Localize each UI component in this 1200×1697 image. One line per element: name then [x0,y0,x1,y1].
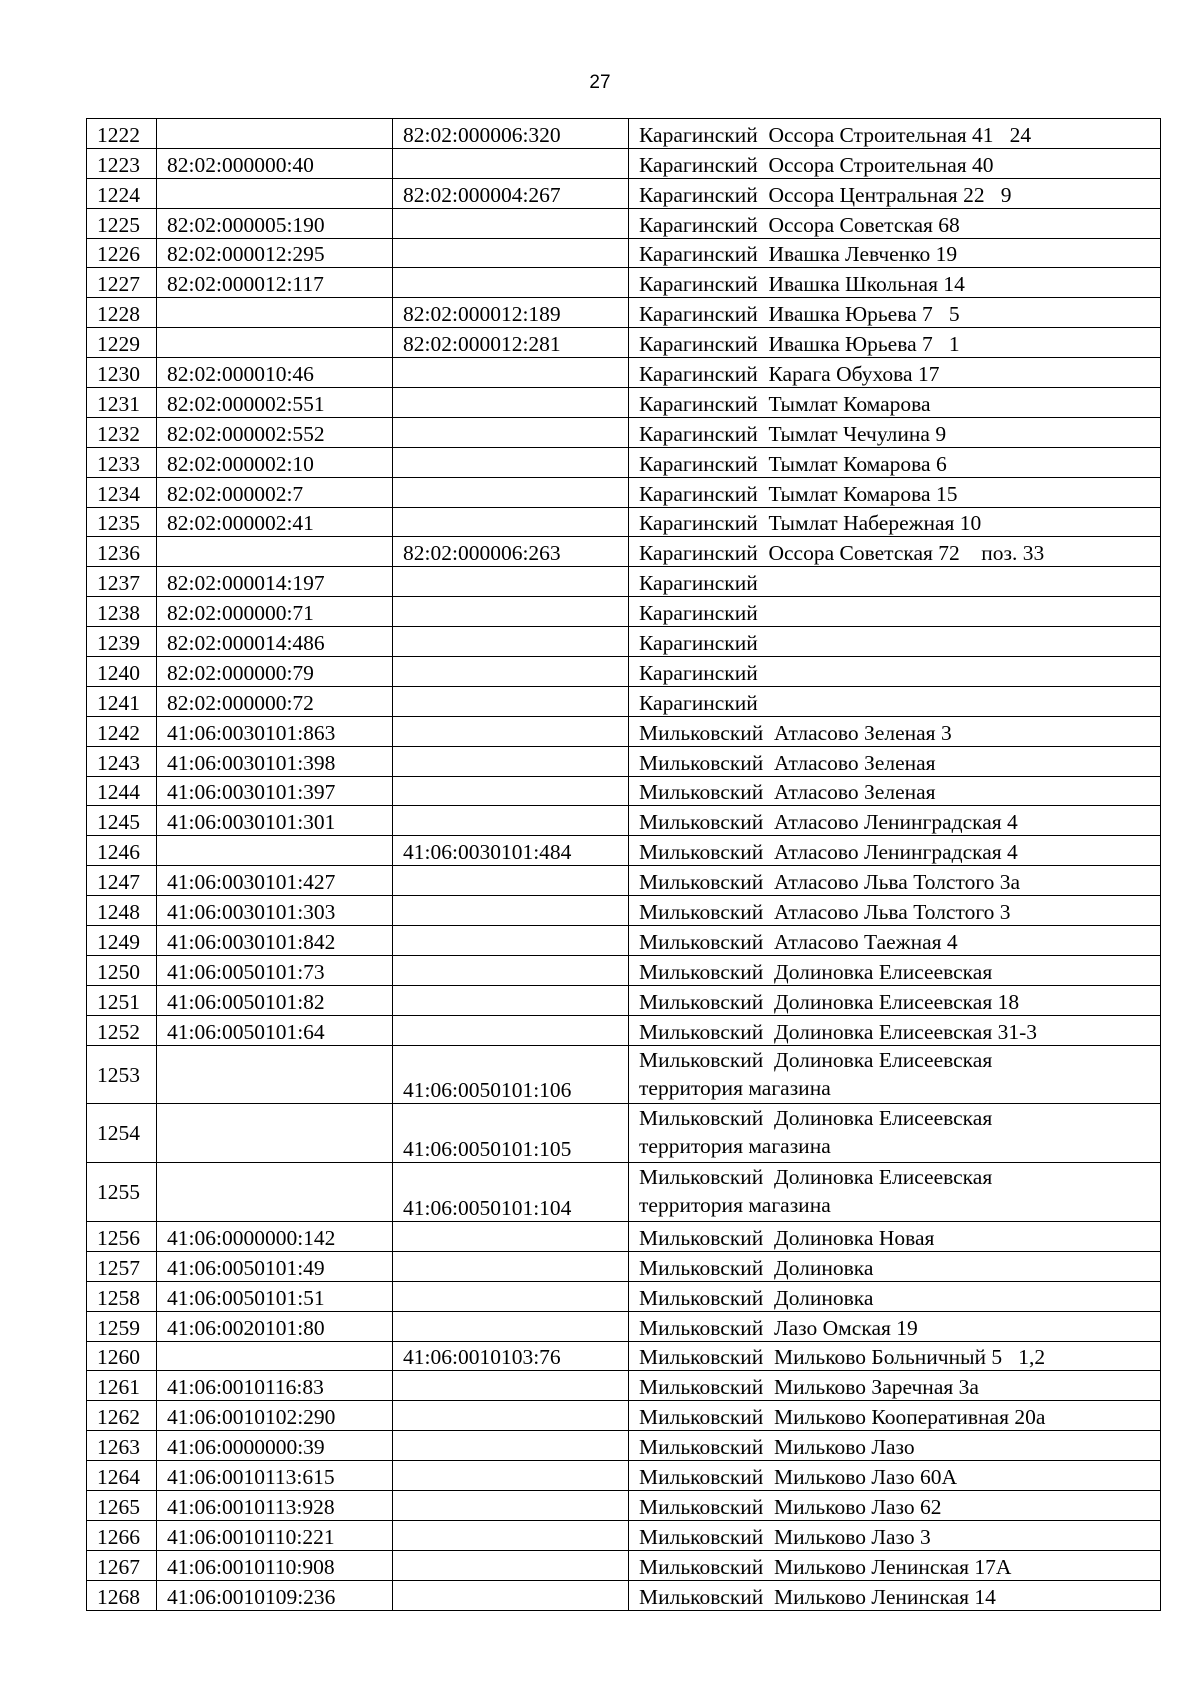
cadastral-number-cell: 82:02:000012:117 [157,268,393,298]
cadastral-number-cell: 82:02:000000:71 [157,597,393,627]
address-cell [629,896,1161,926]
table-row [87,537,1161,567]
table-row [87,926,1161,956]
cadastral-number-cell [157,1045,393,1104]
cadastral-number-cell [157,298,393,328]
row-number-cell: 1251 [87,985,157,1015]
cadastral-number-cell: 41:06:0050101:73 [157,955,393,985]
cadastral-number-cell: 41:06:0030101:863 [157,716,393,746]
cadastral-number-cell: 41:06:0050101:51 [157,1281,393,1311]
address-line: Мильковский Мильково Лазо [639,1435,915,1460]
cadastral-number-alt-cell [393,148,629,178]
cadastral-number-cell: 82:02:000014:197 [157,567,393,597]
table-row [87,1311,1161,1341]
table-row [87,776,1161,806]
table-row [87,298,1161,328]
row-number-cell: 1259 [87,1311,157,1341]
table-row [87,238,1161,268]
cadastral-number-cell: 41:06:0030101:398 [157,746,393,776]
cadastral-number-alt-cell: 41:06:0050101:105 [393,1104,629,1163]
cadastral-number-cell [157,1341,393,1371]
table-row [87,1222,1161,1252]
address-line: территория магазина [639,1075,831,1100]
cadastral-number-cell [157,119,393,149]
row-number-cell: 1240 [87,657,157,687]
row-number-cell: 1262 [87,1401,157,1431]
address-cell [629,537,1161,567]
address-cell [629,268,1161,298]
table-row [87,1281,1161,1311]
address-line: Карагинский Ивашка Юрьева 7 1 [639,332,960,357]
row-number-cell: 1248 [87,896,157,926]
row-number-cell: 1253 [87,1045,157,1104]
cadastral-number-alt-cell [393,955,629,985]
cadastral-number-cell: 41:06:0000000:142 [157,1222,393,1252]
address-cell [629,1371,1161,1401]
address-cell [629,238,1161,268]
row-number-cell: 1224 [87,178,157,208]
address-cell [629,507,1161,537]
address-line: Карагинский [639,571,758,596]
cadastral-number-cell: 41:06:0020101:80 [157,1311,393,1341]
cadastral-number-alt-cell [393,746,629,776]
address-line: Мильковский Мильково Ленинская 14 [639,1584,996,1609]
registry-table [86,118,1161,1611]
address-cell [629,1550,1161,1580]
address-line: Карагинский Оссора Советская 72 поз. 33 [639,541,1045,566]
address-cell [629,328,1161,358]
cadastral-number-cell: 82:02:000010:46 [157,358,393,388]
row-number-cell: 1233 [87,447,157,477]
address-line: Карагинский Тымлат Комарова [639,391,931,416]
row-number-cell: 1249 [87,926,157,956]
table-row [87,148,1161,178]
cadastral-number-cell [157,178,393,208]
cadastral-number-alt-cell [393,1371,629,1401]
address-cell [629,119,1161,149]
row-number-cell: 1245 [87,806,157,836]
table-row [87,447,1161,477]
cadastral-number-alt-cell [393,1520,629,1550]
address-line: Карагинский Ивашка Школьная 14 [639,272,965,297]
cadastral-number-cell: 41:06:0030101:301 [157,806,393,836]
table-row [87,836,1161,866]
address-line: Карагинский Тымлат Чечулина 9 [639,421,947,446]
cadastral-number-alt-cell [393,597,629,627]
address-line: Карагинский [639,601,758,626]
address-cell [629,1045,1161,1104]
row-number-cell: 1263 [87,1431,157,1461]
cadastral-number-alt-cell [393,776,629,806]
table-row [87,388,1161,418]
page-number: 27 [589,72,611,93]
cadastral-number-alt-cell [393,1580,629,1610]
address-line: Мильковский Долиновка Елисеевская 18 [639,989,1020,1014]
cadastral-number-alt-cell [393,1222,629,1252]
address-cell [629,1401,1161,1431]
table-row [87,328,1161,358]
cadastral-number-cell: 82:02:000002:41 [157,507,393,537]
address-line: Мильковский Долиновка [639,1255,874,1280]
address-line: Мильковский Мильково Больничный 5 1,2 [639,1345,1046,1370]
address-cell [629,298,1161,328]
cadastral-number-cell: 41:06:0000000:39 [157,1431,393,1461]
address-line: Мильковский Долиновка Елисеевская [639,1165,993,1190]
cadastral-number-alt-cell [393,926,629,956]
cadastral-number-cell [157,328,393,358]
cadastral-number-alt-cell [393,1550,629,1580]
address-cell [629,1311,1161,1341]
row-number-cell: 1231 [87,388,157,418]
cadastral-number-alt-cell [393,417,629,447]
cadastral-number-alt-cell: 41:06:0010103:76 [393,1341,629,1371]
table-row [87,1163,1161,1222]
address-cell [629,627,1161,657]
cadastral-number-alt-cell: 82:02:000006:263 [393,537,629,567]
address-line: Мильковский Мильково Ленинская 17А [639,1554,1012,1579]
cadastral-number-cell: 41:06:0030101:842 [157,926,393,956]
address-cell [629,477,1161,507]
address-cell [629,597,1161,627]
table-row [87,1520,1161,1550]
address-cell [629,776,1161,806]
table-row [87,208,1161,238]
table-row [87,896,1161,926]
cadastral-number-cell: 82:02:000002:551 [157,388,393,418]
address-line: Мильковский Атласово Ленинградская 4 [639,840,1018,865]
address-cell [629,1015,1161,1045]
row-number-cell: 1230 [87,358,157,388]
address-cell [629,1491,1161,1521]
table-row [87,627,1161,657]
cadastral-number-alt-cell [393,1281,629,1311]
cadastral-number-alt-cell [393,716,629,746]
address-cell [629,1251,1161,1281]
address-cell [629,567,1161,597]
cadastral-number-cell: 41:06:0010102:290 [157,1401,393,1431]
address-cell [629,447,1161,477]
cadastral-number-alt-cell [393,388,629,418]
row-number-cell: 1266 [87,1520,157,1550]
address-line: Карагинский [639,660,758,685]
table-row [87,1341,1161,1371]
address-cell [629,1222,1161,1252]
address-line: Мильковский Атласово Зеленая [639,780,936,805]
row-number-cell: 1235 [87,507,157,537]
cadastral-number-cell [157,1104,393,1163]
cadastral-number-alt-cell [393,238,629,268]
cadastral-number-cell: 41:06:0010116:83 [157,1371,393,1401]
address-line: Мильковский Долиновка [639,1285,874,1310]
address-cell [629,657,1161,687]
table-row [87,1431,1161,1461]
row-number-cell: 1238 [87,597,157,627]
row-number-cell: 1244 [87,776,157,806]
cadastral-number-alt-cell [393,507,629,537]
address-cell [629,836,1161,866]
row-number-cell: 1264 [87,1461,157,1491]
row-number-cell: 1234 [87,477,157,507]
address-line: Карагинский Оссора Советская 68 [639,212,960,237]
address-line: Мильковский Мильково Лазо 62 [639,1494,942,1519]
cadastral-number-alt-cell [393,1251,629,1281]
address-line: Мильковский Долиновка Елисеевская [639,1047,993,1072]
address-cell [629,1580,1161,1610]
table-row [87,477,1161,507]
address-line: Мильковский Атласово Таежная 4 [639,929,958,954]
row-number-cell: 1228 [87,298,157,328]
cadastral-number-alt-cell [393,1431,629,1461]
address-cell [629,806,1161,836]
row-number-cell: 1250 [87,955,157,985]
row-number-cell: 1229 [87,328,157,358]
cadastral-number-alt-cell [393,686,629,716]
address-cell [629,955,1161,985]
row-number-cell: 1260 [87,1341,157,1371]
table-row [87,1580,1161,1610]
address-line: Мильковский Атласово Ленинградская 4 [639,810,1018,835]
cadastral-number-alt-cell [393,896,629,926]
cadastral-number-cell: 41:06:0050101:64 [157,1015,393,1045]
address-line: Карагинский [639,690,758,715]
table-row [87,955,1161,985]
cadastral-number-alt-cell [393,358,629,388]
cadastral-number-alt-cell [393,477,629,507]
table-row [87,567,1161,597]
cadastral-number-alt-cell: 82:02:000004:267 [393,178,629,208]
cadastral-number-cell: 82:02:000005:190 [157,208,393,238]
cadastral-number-alt-cell [393,1015,629,1045]
address-cell [629,1431,1161,1461]
address-line: территория магазина [639,1193,831,1218]
address-line: Карагинский Ивашка Левченко 19 [639,242,958,267]
row-number-cell: 1232 [87,417,157,447]
address-line: Мильковский Атласово Зеленая [639,750,936,775]
cadastral-number-cell: 41:06:0010109:236 [157,1580,393,1610]
cadastral-number-alt-cell [393,447,629,477]
address-line: Мильковский Долиновка Новая [639,1225,935,1250]
table-row [87,1015,1161,1045]
address-line: Карагинский Карага Обухова 17 [639,362,940,387]
table-row [87,1491,1161,1521]
address-cell [629,1461,1161,1491]
address-line: Мильковский Мильково Заречная 3а [639,1375,979,1400]
row-number-cell: 1258 [87,1281,157,1311]
table-row [87,597,1161,627]
row-number-cell: 1242 [87,716,157,746]
address-cell [629,358,1161,388]
row-number-cell: 1254 [87,1104,157,1163]
address-line: Мильковский Мильково Лазо 3 [639,1524,931,1549]
address-cell [629,746,1161,776]
row-number-cell: 1257 [87,1251,157,1281]
cadastral-number-alt-cell [393,1311,629,1341]
row-number-cell: 1268 [87,1580,157,1610]
address-line: Мильковский Атласово Зеленая 3 [639,720,952,745]
cadastral-number-alt-cell: 82:02:000012:189 [393,298,629,328]
cadastral-number-alt-cell [393,627,629,657]
address-cell [629,985,1161,1015]
row-number-cell: 1255 [87,1163,157,1222]
address-line: Карагинский Оссора Строительная 41 24 [639,122,1032,147]
cadastral-number-cell: 82:02:000002:552 [157,417,393,447]
cadastral-number-cell: 82:02:000002:10 [157,447,393,477]
cadastral-number-alt-cell: 41:06:0030101:484 [393,836,629,866]
address-line: Мильковский Лазо Омская 19 [639,1315,918,1340]
row-number-cell: 1243 [87,746,157,776]
table-row [87,1251,1161,1281]
address-cell [629,1163,1161,1222]
address-cell [629,926,1161,956]
row-number-cell: 1256 [87,1222,157,1252]
table-row [87,1104,1161,1163]
row-number-cell: 1236 [87,537,157,567]
address-cell [629,1341,1161,1371]
cadastral-number-cell: 82:02:000000:40 [157,148,393,178]
address-line: Карагинский Тымлат Набережная 10 [639,511,982,536]
address-line: Карагинский Тымлат Комарова 15 [639,481,958,506]
row-number-cell: 1246 [87,836,157,866]
row-number-cell: 1222 [87,119,157,149]
table-row [87,1461,1161,1491]
address-line: Карагинский Оссора Центральная 22 9 [639,182,1012,207]
table-row [87,268,1161,298]
table-row [87,119,1161,149]
cadastral-number-cell: 41:06:0030101:397 [157,776,393,806]
cadastral-number-alt-cell [393,268,629,298]
row-number-cell: 1261 [87,1371,157,1401]
address-cell [629,1104,1161,1163]
cadastral-number-cell: 41:06:0010110:908 [157,1550,393,1580]
address-cell [629,686,1161,716]
cadastral-number-alt-cell [393,985,629,1015]
cadastral-number-cell: 82:02:000012:295 [157,238,393,268]
cadastral-number-alt-cell [393,1491,629,1521]
cadastral-number-alt-cell: 82:02:000012:281 [393,328,629,358]
cadastral-number-cell: 41:06:0050101:82 [157,985,393,1015]
address-cell [629,866,1161,896]
cadastral-number-cell: 41:06:0030101:303 [157,896,393,926]
table-row [87,1371,1161,1401]
cadastral-number-cell: 41:06:0010113:928 [157,1491,393,1521]
address-line: территория магазина [639,1134,831,1159]
cadastral-number-cell: 41:06:0010110:221 [157,1520,393,1550]
cadastral-number-cell: 82:02:000014:486 [157,627,393,657]
address-cell [629,1520,1161,1550]
address-cell [629,716,1161,746]
address-cell [629,1281,1161,1311]
cadastral-number-alt-cell [393,657,629,687]
row-number-cell: 1267 [87,1550,157,1580]
address-line: Карагинский Ивашка Юрьева 7 5 [639,302,960,327]
row-number-cell: 1225 [87,208,157,238]
table-row [87,686,1161,716]
address-line: Карагинский Тымлат Комарова 6 [639,451,947,476]
cadastral-number-alt-cell [393,806,629,836]
cadastral-number-cell: 82:02:000000:79 [157,657,393,687]
address-line: Мильковский Атласово Льва Толстого 3 [639,900,1011,925]
row-number-cell: 1241 [87,686,157,716]
address-cell [629,178,1161,208]
cadastral-number-cell [157,537,393,567]
cadastral-number-alt-cell [393,208,629,238]
address-line: Мильковский Долиновка Елисеевская [639,1106,993,1131]
cadastral-number-alt-cell [393,567,629,597]
table-row [87,985,1161,1015]
table-row [87,806,1161,836]
table-row [87,1045,1161,1104]
cadastral-number-alt-cell: 41:06:0050101:104 [393,1163,629,1222]
address-cell [629,148,1161,178]
row-number-cell: 1252 [87,1015,157,1045]
cadastral-number-cell [157,836,393,866]
row-number-cell: 1239 [87,627,157,657]
address-line: Карагинский Оссора Строительная 40 [639,152,994,177]
cadastral-number-alt-cell [393,1461,629,1491]
table-row [87,746,1161,776]
table-row [87,178,1161,208]
address-line: Мильковский Долиновка Елисеевская 31-3 [639,1019,1038,1044]
address-line: Мильковский Мильково Лазо 60А [639,1465,958,1490]
row-number-cell: 1265 [87,1491,157,1521]
table-row [87,866,1161,896]
table-row [87,1550,1161,1580]
table-row [87,657,1161,687]
address-cell [629,388,1161,418]
cadastral-number-cell: 41:06:0010113:615 [157,1461,393,1491]
cadastral-number-cell: 82:02:000000:72 [157,686,393,716]
cadastral-number-alt-cell [393,1401,629,1431]
row-number-cell: 1223 [87,148,157,178]
cadastral-number-cell: 82:02:000002:7 [157,477,393,507]
cadastral-number-alt-cell: 82:02:000006:320 [393,119,629,149]
table-row [87,716,1161,746]
cadastral-number-cell: 41:06:0030101:427 [157,866,393,896]
row-number-cell: 1226 [87,238,157,268]
table-row [87,417,1161,447]
address-line: Мильковский Мильково Кооперативная 20а [639,1405,1046,1430]
cadastral-number-cell: 41:06:0050101:49 [157,1251,393,1281]
row-number-cell: 1247 [87,866,157,896]
row-number-cell: 1237 [87,567,157,597]
table-row [87,358,1161,388]
table-row [87,507,1161,537]
row-number-cell: 1227 [87,268,157,298]
address-cell [629,208,1161,238]
cadastral-number-alt-cell [393,866,629,896]
address-line: Мильковский Атласово Льва Толстого 3а [639,870,1021,895]
cadastral-number-alt-cell: 41:06:0050101:106 [393,1045,629,1104]
address-cell [629,417,1161,447]
registry-table-body [87,119,1161,1611]
address-line: Мильковский Долиновка Елисеевская [639,959,993,984]
cadastral-number-cell [157,1163,393,1222]
address-line: Карагинский [639,631,758,656]
table-row [87,1401,1161,1431]
